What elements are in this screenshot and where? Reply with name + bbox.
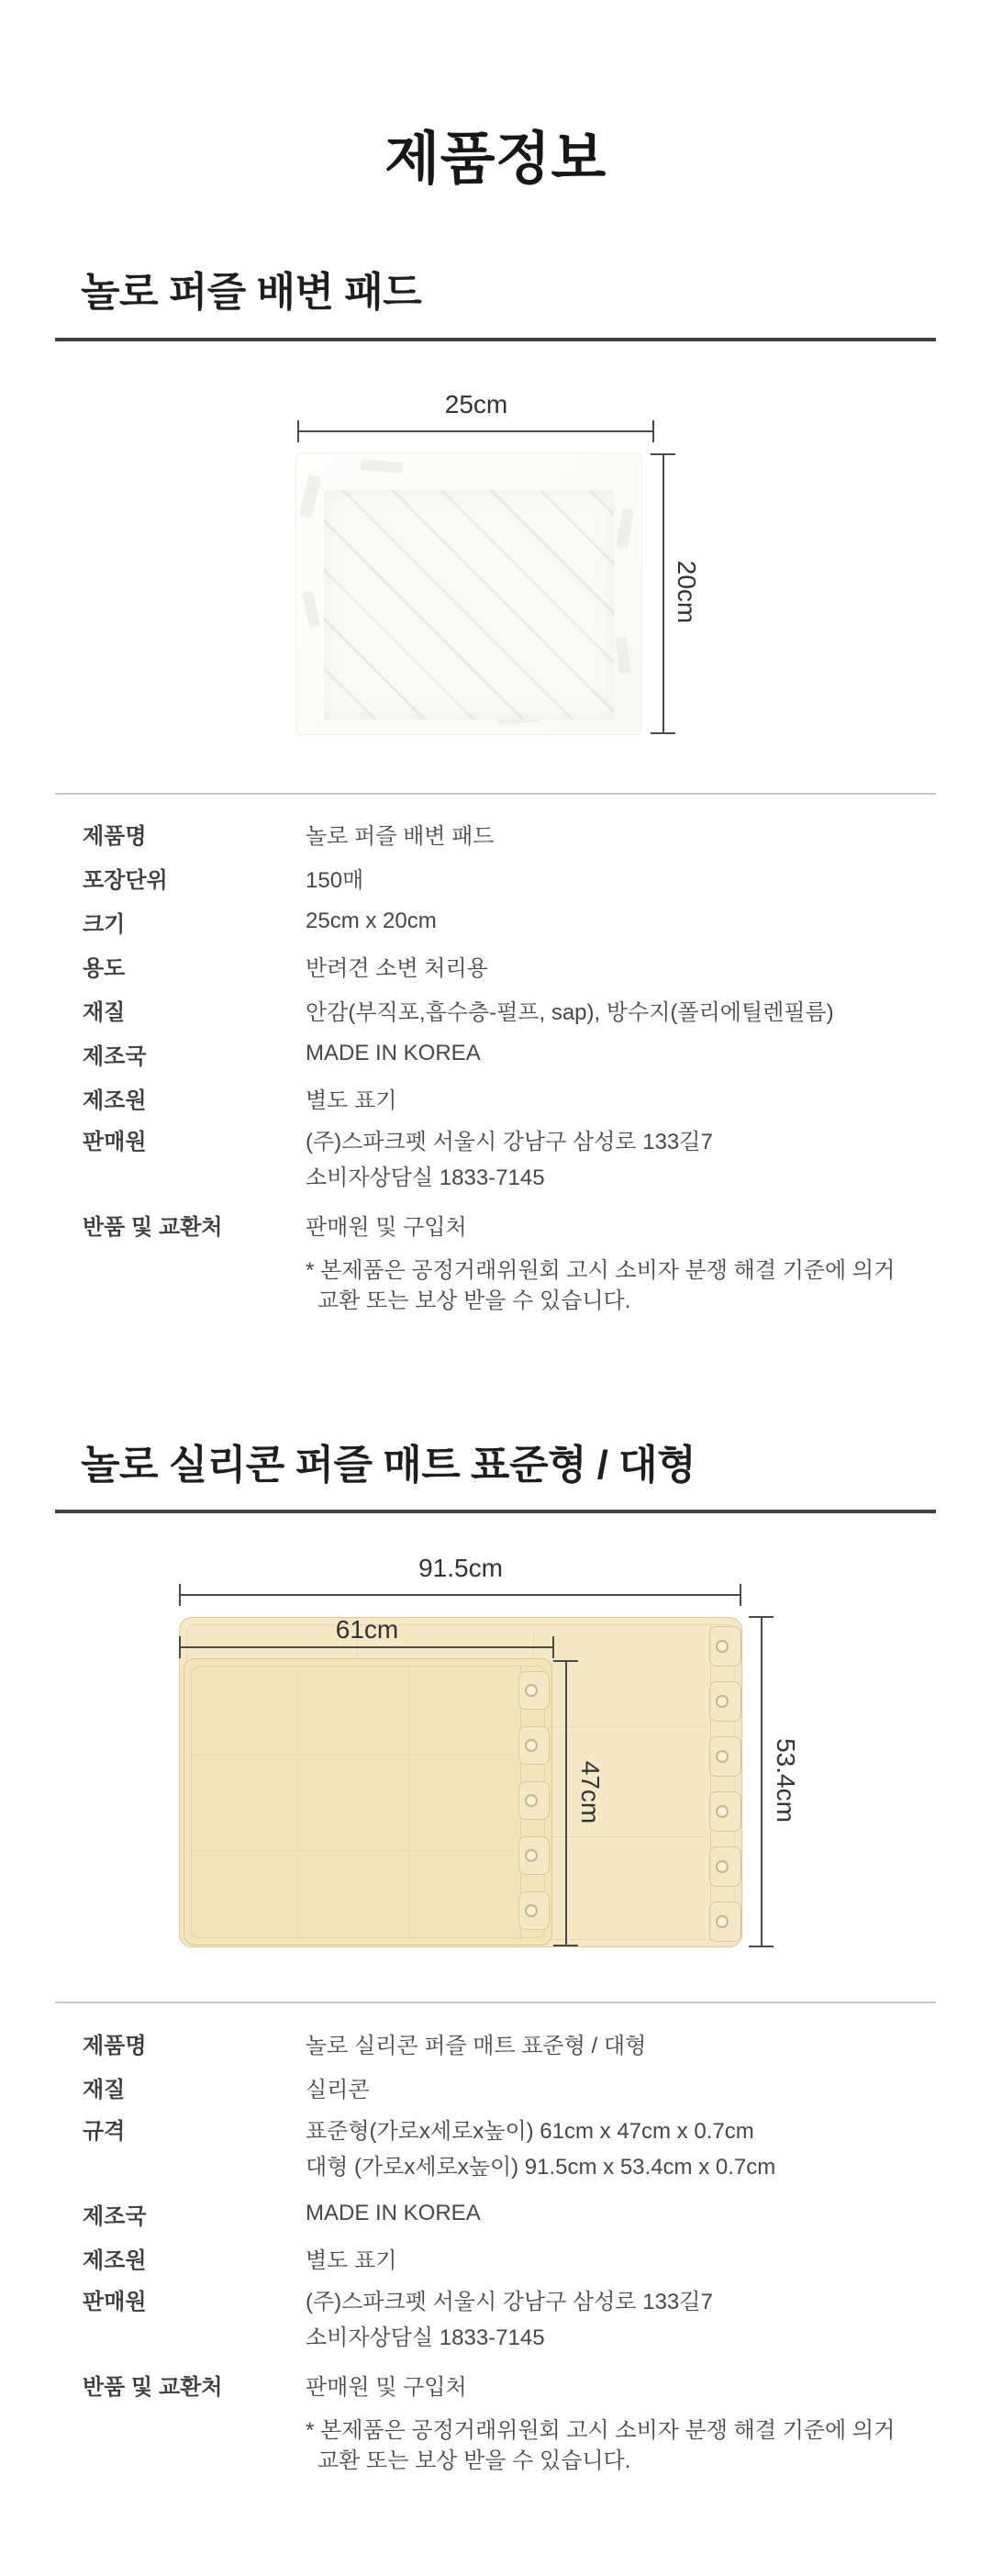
spec-row-value-line-2: 소비자상담실 1833-7145 [306, 1165, 545, 1190]
puzzle-tab [518, 1726, 550, 1765]
spec-row-value-line-1: (주)스파크펫 서울시 강남구 삼성로 133길7 [306, 1130, 713, 1154]
spec-row-value-line-1: 표준형(가로x세로x높이) 61cm x 47cm x 0.7cm [306, 2119, 754, 2144]
spec-row-value: 별도 표기 [306, 1087, 397, 1113]
dimension-tick [552, 1636, 554, 1658]
puzzle-tab [709, 1791, 741, 1832]
section-1-divider [55, 338, 936, 341]
spec-note-line-2: 교환 또는 보상 받을 수 있습니다. [317, 1288, 631, 1313]
spec-row-label: 크기 [83, 911, 126, 937]
spec-row [83, 1032, 936, 1076]
mat-inner-height-label: 47cm [576, 1760, 605, 1824]
pad-height-label: 20cm [673, 560, 701, 624]
spec-row-label: 제조국 [83, 2203, 147, 2229]
spec-row-label: 제조원 [83, 1087, 147, 1113]
puzzle-tab [518, 1781, 550, 1820]
spec-row-label: 규격 [83, 2119, 126, 2144]
pad-quilt-area [324, 490, 614, 719]
spec-row-label: 반품 및 교환처 [83, 1214, 223, 1240]
dimension-tick [553, 1945, 578, 1946]
tab-hole [716, 1695, 729, 1708]
spec-row-label: 제조국 [83, 1043, 147, 1069]
spec-row [83, 899, 936, 943]
spec-row [83, 855, 936, 899]
spec-row-value-line-2: 소비자상담실 1833-7145 [306, 2325, 545, 2350]
puzzle-tab [709, 1681, 741, 1722]
pad-height-dimension-line [663, 454, 664, 733]
mat-inner-height-dimension-line [565, 1661, 567, 1946]
tab-hole [716, 1915, 729, 1928]
spec-row-value-line-1: (주)스파크펫 서울시 강남구 삼성로 133길7 [306, 2290, 713, 2314]
spec-row [83, 2191, 936, 2236]
mat-inner-width-label: 61cm [335, 1615, 399, 1644]
spec-row-label: 재질 [83, 999, 126, 1025]
section-2-divider [55, 1510, 936, 1513]
spec-row-label: 판매원 [83, 1130, 147, 1154]
tab-hole [525, 1794, 538, 1807]
section-2-heading: 놀로 실리콘 퍼즐 매트 표준형 / 대형 [81, 1443, 696, 1488]
spec-row-value: 놀로 실리콘 퍼즐 매트 표준형 / 대형 [306, 2033, 647, 2058]
pad-watermark-mark [299, 474, 322, 519]
pad-image [295, 452, 642, 735]
puzzle-tab [518, 1891, 550, 1930]
spec-row [83, 1202, 936, 1246]
tab-hole [716, 1750, 729, 1763]
pad-width-dimension-line [298, 430, 654, 432]
mat-outer-height-dimension-line [761, 1617, 763, 1946]
spec-row-value: 판매원 및 구입처 [306, 2374, 467, 2400]
tab-hole [716, 1860, 729, 1873]
spec-row [83, 1120, 936, 1202]
dimension-tick [179, 1584, 181, 1606]
tab-hole [525, 1739, 538, 1752]
puzzle-tab [709, 1736, 741, 1777]
spec-row-value: 150매 [306, 867, 364, 893]
tab-hole [525, 1849, 538, 1862]
spec-row-label: 제품명 [83, 823, 147, 849]
spec-note-line-1: * 본제품은 공정거래위원회 고시 소비자 분쟁 해결 기준에 의거 [306, 1258, 896, 1283]
spec-row [83, 2109, 936, 2191]
tab-hole [525, 1904, 538, 1917]
spec-row-label: 반품 및 교환처 [83, 2374, 223, 2400]
dimension-tick [553, 1660, 578, 1662]
spec-row-label: 제품명 [83, 2033, 147, 2058]
spec-row-label: 판매원 [83, 2290, 147, 2314]
dimension-tick [652, 420, 654, 442]
spec-row-value: 안감(부직포,흡수층-펄프, sap), 방수지(폴리에틸렌필름) [306, 999, 834, 1025]
mat-outer-width-label: 91.5cm [418, 1554, 503, 1582]
spec-row-value: MADE IN KOREA [306, 2201, 481, 2225]
mat-large-tab-strip-line [710, 1623, 711, 1941]
dimension-tick [749, 1946, 774, 1947]
spec-row-value: MADE IN KOREA [306, 1041, 481, 1065]
dimension-tick [651, 732, 675, 734]
dimension-tick [297, 420, 299, 442]
spec-note-line-1: * 본제품은 공정거래위원회 고시 소비자 분쟁 해결 기준에 의거 [306, 2418, 896, 2443]
spec-note [83, 1255, 936, 1316]
puzzle-tab [518, 1836, 550, 1875]
mat-inner-width-dimension-line [180, 1646, 554, 1648]
spec-table-2 [83, 2003, 936, 2476]
spec-row-label: 포장단위 [83, 867, 168, 893]
spec-row-label: 제조원 [83, 2247, 147, 2273]
mat-outer-height-label: 53.4cm [772, 1738, 800, 1823]
spec-row [83, 1076, 936, 1120]
spec-row-value [306, 1120, 713, 1196]
spec-note [83, 2415, 936, 2476]
spec-row [83, 2236, 936, 2280]
spec-row-value: 판매원 및 구입처 [306, 1214, 467, 1240]
spec-row-value: 25cm x 20cm [306, 909, 437, 933]
spec-row-value-line-2: 대형 (가로x세로x높이) 91.5cm x 53.4cm x 0.7cm [306, 2155, 776, 2180]
mat-small-inner-edge [191, 1666, 545, 1938]
spec-row-value [306, 2280, 713, 2356]
spec-row-label: 재질 [83, 2077, 126, 2102]
pad-width-label: 25cm [444, 390, 508, 418]
tab-hole [525, 1684, 538, 1697]
spec-row-value: 놀로 퍼즐 배변 패드 [306, 823, 495, 849]
spec-row-value: 반려견 소변 처리용 [306, 955, 488, 981]
dimension-tick [651, 453, 675, 455]
pad-watermark-mark [302, 590, 320, 629]
pad-watermark-mark [616, 507, 633, 549]
dimension-tick [740, 1584, 741, 1606]
page-title: 제품정보 [384, 128, 607, 191]
puzzle-tab [709, 1846, 741, 1887]
spec-row [83, 987, 936, 1032]
spec-row [83, 2362, 936, 2406]
spec-row [83, 2065, 936, 2109]
spec-row-value [306, 2109, 775, 2185]
spec-row-label: 용도 [83, 955, 126, 981]
section-1-heading: 놀로 퍼즐 배변 패드 [81, 270, 422, 315]
pad-watermark-mark [615, 636, 630, 674]
puzzle-tab [518, 1671, 550, 1710]
spec-row [83, 2280, 936, 2362]
spec-row [83, 943, 936, 987]
tab-hole [716, 1640, 729, 1653]
spec-note-line-2: 교환 또는 보상 받을 수 있습니다. [317, 2448, 631, 2473]
spec-row-value: 실리콘 [306, 2077, 370, 2102]
mat-small [184, 1658, 552, 1946]
puzzle-tab [709, 1626, 741, 1667]
spec-row-value: 별도 표기 [306, 2247, 397, 2273]
dimension-tick [749, 1616, 774, 1618]
dimension-tick [179, 1636, 181, 1658]
pad-watermark-mark [360, 459, 403, 474]
spec-row [83, 2021, 936, 2065]
spec-table-1 [83, 795, 936, 1316]
spec-row [83, 811, 936, 855]
tab-hole [716, 1805, 729, 1818]
mat-outer-width-dimension-line [180, 1594, 741, 1596]
puzzle-tab [709, 1901, 741, 1942]
